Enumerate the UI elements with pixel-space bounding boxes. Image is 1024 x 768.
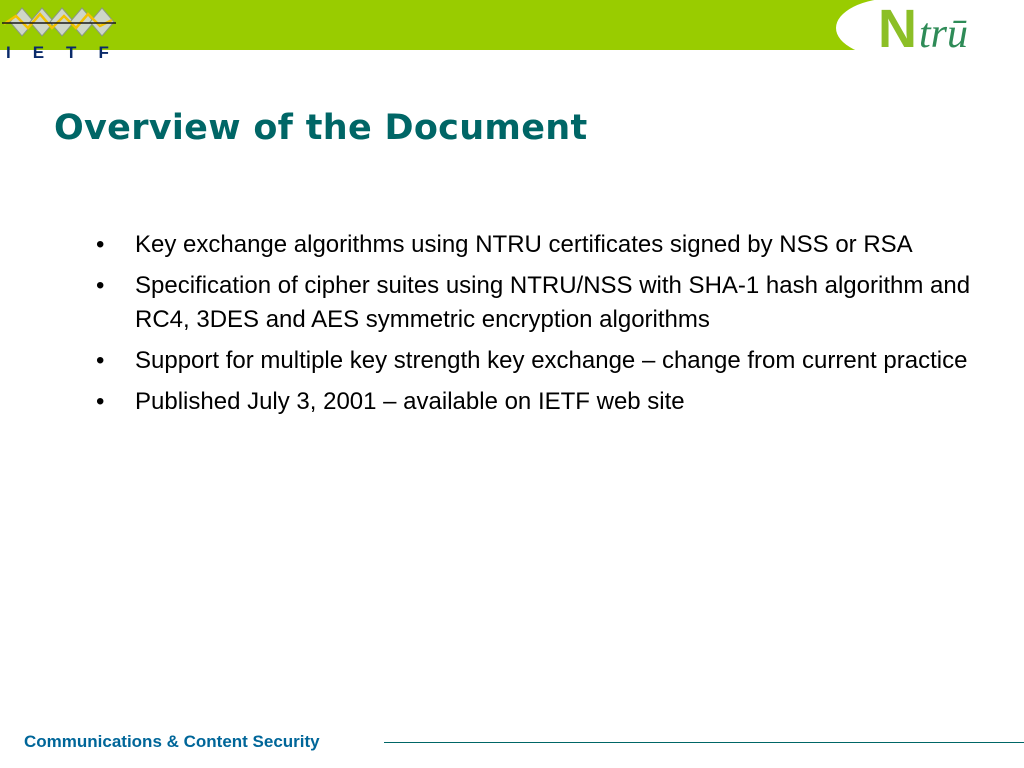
ietf-logo xyxy=(0,0,131,64)
ntru-logo-letter-n: N xyxy=(878,0,917,59)
bullet-item: • Specification of cipher suites using NTRU/NSS with SHA-1 hash algorithm and RC4, 3DES and AES symmetric encryption algorithms xyxy=(94,269,974,337)
ntru-logo-letters-tru: trū xyxy=(919,11,969,57)
bullet-item: • Key exchange algorithms using NTRU certificates signed by NSS or RSA xyxy=(94,228,974,262)
footer-text: Communications & Content Security xyxy=(24,732,320,751)
bullet-item: • Published July 3, 2001 – available on IETF web site xyxy=(94,385,974,419)
ntru-logo-text xyxy=(878,0,968,58)
ietf-logo-text: IETF xyxy=(6,43,131,62)
footer-divider xyxy=(384,742,1024,743)
slide-title: Overview of the Document xyxy=(54,108,588,148)
bullet-list xyxy=(94,228,974,426)
bullet-item: • Support for multiple key strength key exchange – change from current practice xyxy=(94,344,974,378)
